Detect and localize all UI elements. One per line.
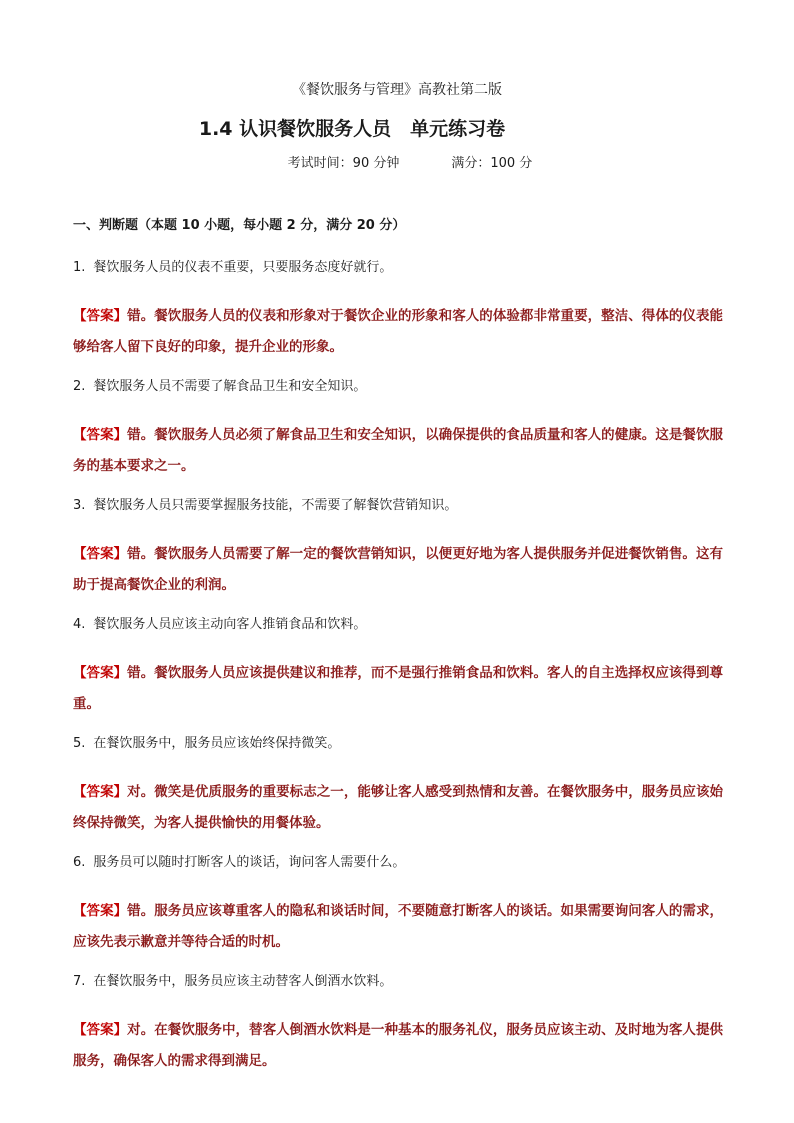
question xyxy=(73,377,723,397)
question-item-3 xyxy=(73,496,723,601)
question-number: 6. xyxy=(73,855,86,870)
question xyxy=(73,734,723,754)
answer-tag: 【答案】 xyxy=(73,784,128,800)
answer-text: 对。在餐饮服务中，替客人倒酒水饮料是一种基本的服务礼仪，服务员应该主动、及时地为客人提供服务，确保客人的需求得到满足。 xyxy=(73,1022,724,1069)
question-text: 餐饮服务人员的仪表不重要，只要服务态度好就行。 xyxy=(93,260,393,275)
answer-tag: 【答案】 xyxy=(73,665,128,681)
question-item-5 xyxy=(73,734,723,839)
answer-text: 错。餐饮服务人员必须了解食品卫生和安全知识，以确保提供的食品质量和客人的健康。这是餐饮服务的基本要求之一。 xyxy=(73,427,724,474)
answer-tag: 【答案】 xyxy=(73,546,128,562)
question-item-7 xyxy=(73,972,723,1077)
exam-info xyxy=(0,154,794,174)
question-item-4 xyxy=(73,615,723,720)
unit-title: 1.4 认识餐饮服务人员 单元练习卷 xyxy=(198,118,506,140)
book-title: 《餐饮服务与管理》高教社第二版 xyxy=(292,82,502,98)
answer xyxy=(73,658,723,720)
answer-tag: 【答案】 xyxy=(73,308,128,324)
answer xyxy=(73,896,723,958)
question-item-1 xyxy=(73,258,723,363)
question xyxy=(73,972,723,992)
question-text: 餐饮服务人员不需要了解食品卫生和安全知识。 xyxy=(93,379,367,394)
answer xyxy=(73,539,723,601)
answer-text: 错。餐饮服务人员需要了解一定的餐饮营销知识，以便更好地为客人提供服务并促进餐饮销售。这有助于提高餐饮企业的利润。 xyxy=(73,546,724,593)
answer-text: 错。餐饮服务人员的仪表和形象对于餐饮企业的形象和客人的体验都非常重要，整洁、得体的仪表能够给客人留下良好的印象，提升企业的形象。 xyxy=(73,308,724,355)
answer xyxy=(73,301,723,363)
question-list xyxy=(73,258,723,1091)
question-text: 在餐饮服务中，服务员应该主动替客人倒酒水饮料。 xyxy=(93,974,393,989)
question-number: 5. xyxy=(73,736,86,751)
question xyxy=(73,258,723,278)
question-text: 餐饮服务人员应该主动向客人推销食品和饮料。 xyxy=(93,617,367,632)
full-score: 满分：100 分 xyxy=(451,156,533,171)
question-number: 2. xyxy=(73,379,86,394)
answer xyxy=(73,420,723,482)
question xyxy=(73,496,723,516)
answer-tag: 【答案】 xyxy=(73,903,128,919)
question xyxy=(73,853,723,873)
question-item-6 xyxy=(73,853,723,958)
answer xyxy=(73,1015,723,1077)
answer-text: 对。微笑是优质服务的重要标志之一，能够让客人感受到热情和友善。在餐饮服务中，服务员应该始终保持微笑，为客人提供愉快的用餐体验。 xyxy=(73,784,724,831)
question-number: 3. xyxy=(73,498,86,513)
answer-text: 错。餐饮服务人员应该提供建议和推荐，而不是强行推销食品和饮料。客人的自主选择权应该得到尊重。 xyxy=(73,665,724,712)
question-number: 7. xyxy=(73,974,86,989)
question-text: 在餐饮服务中，服务员应该始终保持微笑。 xyxy=(93,736,341,751)
exam-time: 考试时间：90 分钟 xyxy=(287,156,400,171)
answer-text: 错。服务员应该尊重客人的隐私和谈话时间，不要随意打断客人的谈话。如果需要询问客人的需求，应该先表示歉意并等待合适的时机。 xyxy=(73,903,724,950)
question-number: 1. xyxy=(73,260,86,275)
question-text: 餐饮服务人员只需要掌握服务技能，不需要了解餐饮营销知识。 xyxy=(93,498,458,513)
answer-tag: 【答案】 xyxy=(73,427,128,443)
question-number: 4. xyxy=(73,617,86,632)
question-text: 服务员可以随时打断客人的谈话，询问客人需要什么。 xyxy=(93,855,406,870)
section-title: 一、判断题（本题 10 小题，每小题 2 分，满分 20 分） xyxy=(73,218,406,233)
question xyxy=(73,615,723,635)
answer xyxy=(73,777,723,839)
question-item-2 xyxy=(73,377,723,482)
answer-tag: 【答案】 xyxy=(73,1022,128,1038)
